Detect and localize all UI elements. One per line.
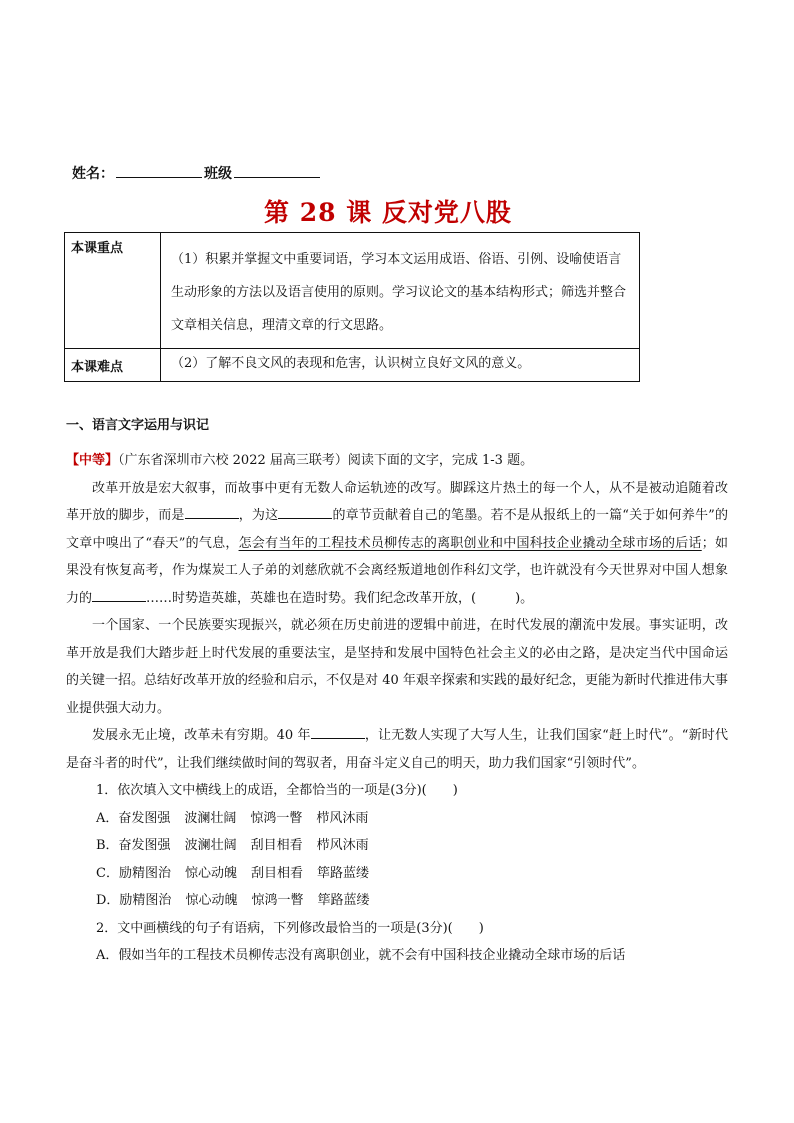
question-1-option-c[interactable]: [66, 860, 728, 888]
source-line: [66, 447, 728, 475]
fill-blank-2: [278, 506, 332, 519]
key-point-text: （1）积累并掌握文中重要词语，学习本文运用成语、俗语、引例、设喻使语言生动形象的方法以及语言使用的原则。学习议论文的基本结构形式；筛选并整合文章相关信息，理清文章的行文思路。: [161, 233, 640, 349]
option-word: 惊鸿一瞥: [251, 893, 304, 908]
question-1-option-d[interactable]: [66, 887, 728, 915]
source-text: （广东省深圳市六校 2022 届高三联考）阅读下面的文字，完成 1-3 题。: [118, 453, 534, 468]
option-word: 筚路蓝缕: [317, 893, 370, 908]
question-1-stem: 1．依次填入文中横线上的成语，全都恰当的一项是(3分)( ): [96, 783, 458, 798]
question-1-option-b[interactable]: [66, 832, 728, 860]
p1-text-b: ，为这: [238, 508, 279, 523]
option-word: B．奋发图强: [96, 838, 171, 853]
option-word: 刮目相看: [250, 838, 303, 853]
underlined-sentence: 怎会有当年的工程技术员柳传志的离职创业和中国科技企业撬动全球市场的后话: [238, 535, 702, 551]
name-blank[interactable]: [116, 165, 202, 178]
option-word: 栉风沐雨: [316, 810, 369, 826]
question-2-stem: 2．文中画横线的句子有语病，下列修改最恰当的一项是(3分)( ): [96, 920, 484, 936]
name-class-line: [72, 163, 320, 183]
p1-text-c: 的章节贡献着自己的笔墨。若不是从报纸上的一篇“关于如何养牛”的文章中嗅出了“春天”的气息，: [66, 508, 728, 551]
paragraph-1: [66, 475, 728, 613]
question-1-option-a[interactable]: [66, 805, 728, 833]
page-title: 第 28 课 反对党八股: [264, 198, 512, 227]
question-2-option-a[interactable]: A．假如当年的工程技术员柳传志没有离职创业，就不会有中国科技企业撬动全球市场的后话: [96, 948, 626, 963]
p1-text-e: ……时势造英雄，英雄也在造时势。我们纪念改革开放，( )。: [146, 590, 534, 606]
difficulty-tag: 【中等】: [66, 453, 119, 468]
p1-text-a: 改革开放是宏大叙事，而故事中更有无数人命运轨迹的改写。脚踩这片热土的每一个人，从不是被动追随着改革开放的脚步，而是: [66, 480, 728, 523]
paragraph-2: 一个国家、一个民族要实现振兴，就必须在历史前进的逻辑中前进，在时代发展的潮流中发展。事实证明，改革开放是我们大踏步赶上时代发展的重要法宝，是坚持和发展中国特色社会主义的必由之路，是决定当代中国命运的关键一招。总结好改革开放的经验和启示，不仅是对 40 年艰辛探索和实践的最好纪念，更能为新时代推进伟大事业提供强大动力。: [66, 618, 728, 716]
option-word: 波澜壮阔: [184, 838, 237, 853]
option-word: D．励精图治: [96, 893, 172, 908]
paragraph-3: [66, 722, 728, 777]
p3-text-a: 发展永无止境，改革未有穷期。40 年: [92, 728, 311, 743]
option-word: C．励精图治: [96, 865, 171, 881]
fill-blank-4: [311, 726, 365, 739]
key-point-label: 本课重点: [65, 233, 161, 349]
option-word: 惊心动魄: [185, 893, 238, 908]
fill-blank-3: [92, 589, 146, 602]
passage-body: [66, 447, 728, 970]
table-row: [65, 349, 640, 382]
difficulty-label: 本课难点: [65, 349, 161, 382]
class-blank[interactable]: [234, 165, 320, 178]
option-word: 波澜壮阔: [184, 810, 237, 826]
option-word: 筚路蓝缕: [316, 865, 369, 881]
name-label: 姓名：: [72, 166, 114, 182]
fill-blank-1: [185, 506, 239, 519]
option-word: A．奋发图强: [96, 810, 171, 826]
option-word: 惊鸿一瞥: [250, 810, 303, 826]
option-word: 刮目相看: [250, 865, 303, 881]
option-word: 栉风沐雨: [316, 838, 369, 853]
p3-text-b: ，让无数人实现了大写人生，让我们国家“赶上时代”。“新时代是奋斗者的时代”，让我们继续做时间的驾驭者，用奋斗定义自己的明天，助力我们国家“引领时代”。: [66, 728, 728, 771]
table-row: [65, 233, 640, 349]
difficulty-text: （2）了解不良文风的表现和危害，认识树立良好文风的意义。: [161, 349, 640, 382]
lesson-focus-table: [64, 232, 640, 382]
class-label: 班级: [204, 166, 232, 182]
option-word: 惊心动魄: [184, 865, 237, 881]
section-heading: 一、语言文字运用与识记: [66, 418, 210, 433]
p1-text-d: ；如果没有恢复高考，作为煤炭工人子弟的刘慈欣就不会离经叛道地创作科幻文学，也许就没有今天世界对中国人想象力的: [66, 535, 728, 606]
